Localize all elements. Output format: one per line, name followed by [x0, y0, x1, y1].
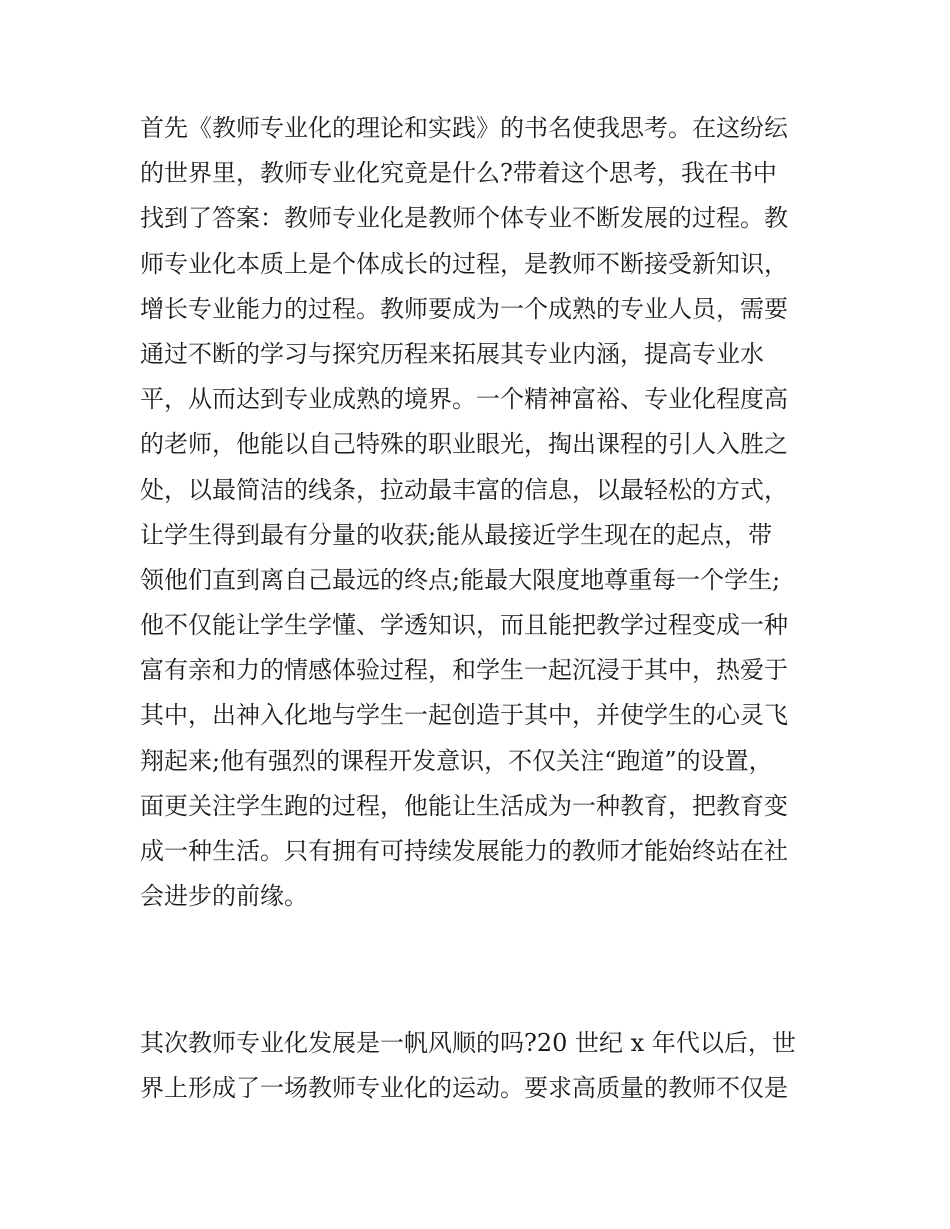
text-line: 师专业化本质上是个体成长的过程，是教师不断接受新知识，	[140, 249, 788, 278]
text-line: 让学生得到最有分量的收获;能从最接近学生现在的起点，带	[140, 520, 773, 549]
text-line: 的世界里，教师专业化究竟是什么?带着这个思考，我在书中	[140, 159, 777, 188]
text-line: 的老师，他能以自己特殊的职业眼光，掏出课程的引人入胜之	[140, 430, 788, 459]
text-line: 界上形成了一场教师专业化的运动。要求高质量的教师不仅是	[140, 1074, 788, 1103]
text-line: 翔起来;他有强烈的课程开发意识，不仅关注“跑道”的设置，	[140, 746, 773, 775]
text-line: 平，从而达到专业成熟的境界。一个精神富裕、专业化程度高	[140, 385, 788, 414]
text-line: 他不仅能让学生学懂、学透知识，而且能把教学过程变成一种	[140, 611, 788, 640]
text-line: 其次教师专业化发展是一帆风顺的吗?20 世纪 x 年代以后，世	[140, 1029, 796, 1057]
text-line: 其中，出神入化地与学生一起创造于其中，并使学生的心灵飞	[140, 701, 788, 730]
text-line: 成一种生活。只有拥有可持续发展能力的教师才能始终站在社	[140, 837, 788, 865]
text-line: 处，以最简洁的线条，拉动最丰富的信息，以最轻松的方式，	[140, 475, 788, 504]
text-line: 通过不断的学习与探究历程来拓展其专业内涵，提高专业水	[140, 339, 764, 368]
text-line: 领他们直到离自己最远的终点;能最大限度地尊重每一个学生;	[140, 565, 781, 594]
paragraph-2	[140, 1021, 830, 1111]
text-line: 面更关注学生跑的过程，他能让生活成为一种教育，把教育变	[140, 791, 788, 820]
text-line: 富有亲和力的情感体验过程，和学生一起沉浸于其中，热爱于	[140, 656, 788, 685]
text-line: 找到了答案：教师专业化是教师个体专业不断发展的过程。教	[140, 204, 788, 233]
text-line: 首先《教师专业化的理论和实践》的书名使我思考。在这纷纭	[140, 114, 788, 142]
paragraph-1	[140, 106, 830, 919]
text-line: 会进步的前缘。	[140, 882, 308, 911]
text-line: 增长专业能力的过程。教师要成为一个成熟的专业人员，需要	[140, 294, 788, 323]
